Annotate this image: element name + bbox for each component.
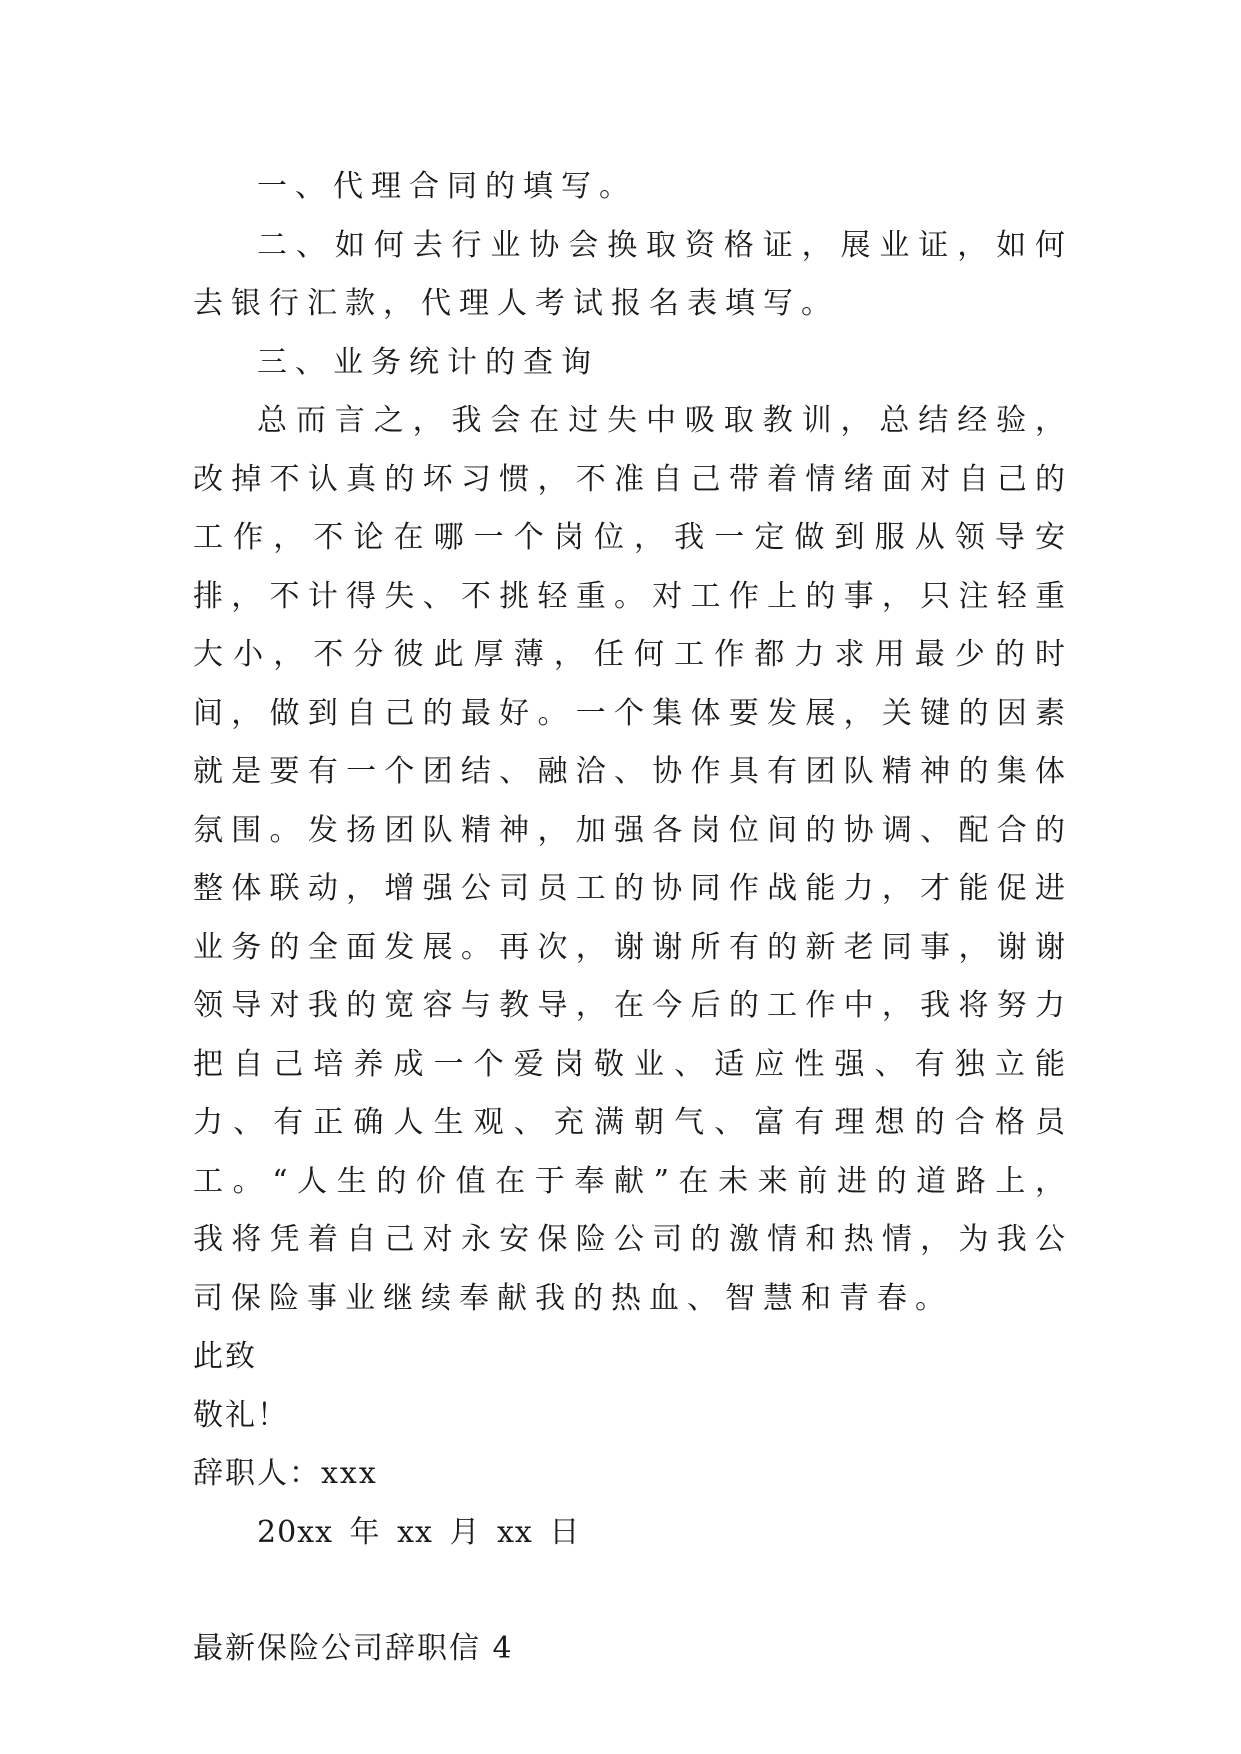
list-item-2: 二、如何去行业协会换取资格证，展业证，如何去银行汇款，代理人考试报名表填写。 [193, 227, 1073, 321]
next-letter-title: 最新保险公司辞职信 4 [193, 1631, 514, 1666]
date-line: 20xx 年 xx 月 xx 日 [257, 1514, 581, 1550]
summary-paragraph: 总而言之，我会在过失中吸取教训，总结经验，改掉不认真的坏习惯，不准自己带着情绪面对自己的工作，不论在哪一个岗位，我一定做到服从领导安排，不计得失、不挑轻重。对工作上的事，只注轻重大小，不分彼此厚薄，任何工作都力求用最少的时间，做到自己的最好。一个集体要发展，关键的因素就是要有一个团结、融洽、协作具有团队精神的集体氛围。发扬团队精神，加强各岗位间的协调、配合的整体联动，增强公司员工的协同作战能力，才能促进业务的全面发展。再次，谢谢所有的新老同事，谢谢领导对我的宽容与教导，在今后的工作中，我将努力把自己培养成一个爱岗敬业、适应性强、有独立能力、有正确人生观、充满朝气、富有理想的合格员工。“人生的价值在于奉献”在未来前进的道路上，我将凭着自己对永安保险公司的激情和热情，为我公司保险事业继续奉献我的热血、智慧和青春。 [193, 403, 1073, 1316]
list-item-1: 一、代理合同的填写。 [257, 169, 637, 204]
closing-salutation: 此致 [193, 1339, 257, 1374]
document-body [193, 158, 1073, 1679]
list-item-3: 三、业务统计的查询 [257, 344, 599, 380]
signature-line: 辞职人：xxx [193, 1456, 378, 1491]
spacer [193, 1562, 1073, 1620]
closing-respect: 敬礼！ [193, 1397, 289, 1433]
